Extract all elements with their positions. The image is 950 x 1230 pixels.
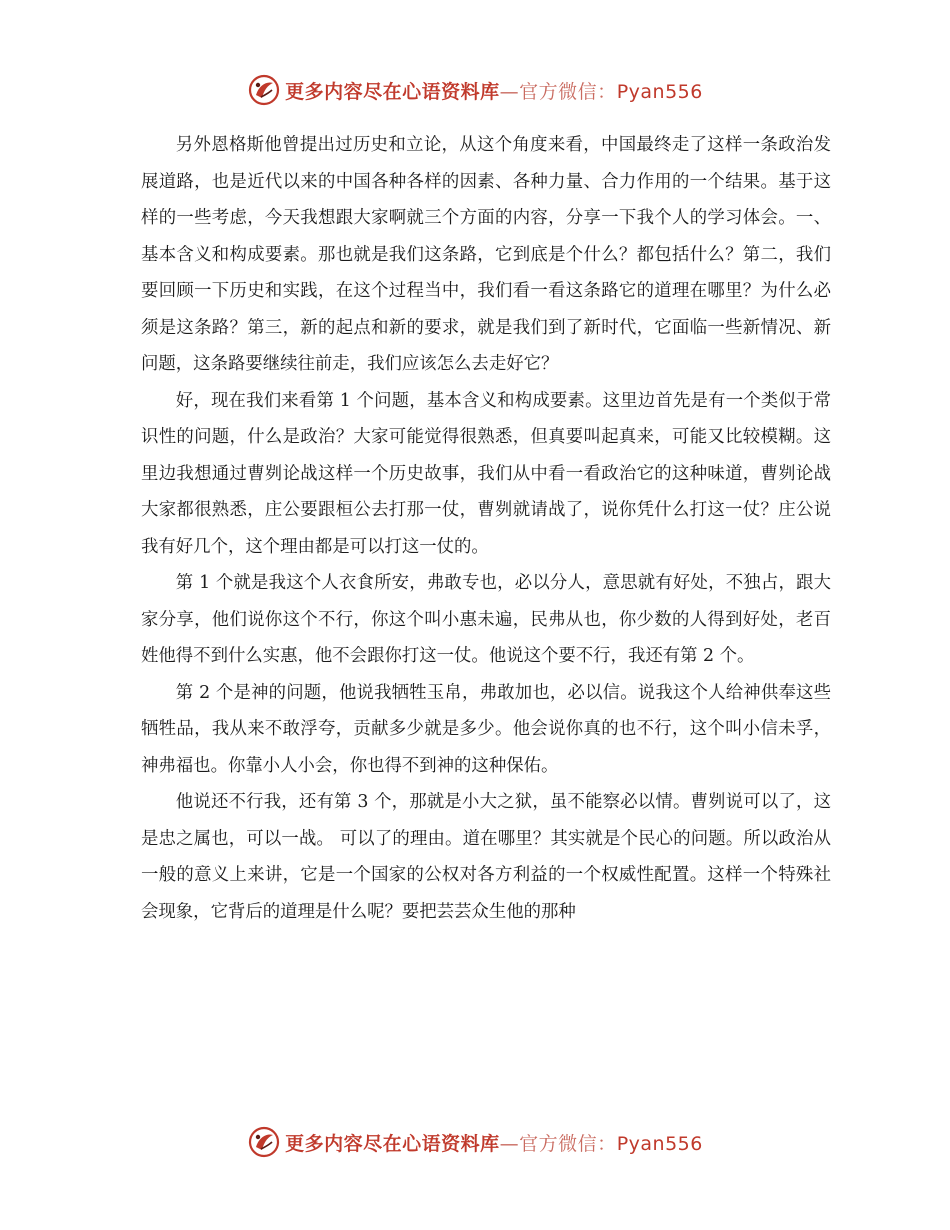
- paragraph: 另外恩格斯他曾提出过历史和立论，从这个角度来看，中国最终走了这样一条政治发展道路，也是近代以来的中国各种各样的因素、各种力量、合力作用的一个结果。基于这样的一些考虑，今天我想跟大家啊就三个方面的内容，分享一下我个人的学习体会。一、基本含义和构成要素。那也就是我们这条路，它到底是个什么？都包括什么？第二，我们要回顾一下历史和实践，在这个过程当中，我们看一看这条路它的道理在哪里？为什么必须是这条路？第三，新的起点和新的要求，就是我们到了新时代，它面临一些新情况、新问题，这条路要继续往前走，我们应该怎么去走好它？: [141, 135, 831, 374]
- watermark-text: [285, 1129, 703, 1156]
- watermark-account: Pyan556: [616, 1132, 703, 1155]
- brand-logo-icon: [247, 1125, 281, 1159]
- paragraph: 他说还不行我，还有第 3 个，那就是小大之狱，虽不能察必以情。曹刿说可以了，这是忠之属也，可以一战。 可以了的理由。道在哪里？其实就是个民心的问题。所以政治从一般的意义上来讲，它是一个国家的公权对各方利益的一个权威性配置。这样一个特殊社会现象，它背后的道理是什么呢？要把芸芸众生他的那种: [141, 792, 831, 922]
- body-text: [141, 127, 831, 930]
- paragraph: 第 2 个是神的问题，他说我牺牲玉帛，弗敢加也，必以信。说我这个人给神供奉这些牺牲品，我从来不敢浮夸，贡献多少就是多少。他会说你真的也不行，这个叫小信未孚，神弗福也。你靠小人小会，你也得不到神的这种保佑。: [141, 682, 831, 776]
- footer-watermark: [0, 1122, 950, 1162]
- paragraph: 好，现在我们来看第 1 个问题，基本含义和构成要素。这里边首先是有一个类似于常识性的问题，什么是政治？大家可能觉得很熟悉，但真要叫起真来，可能又比较模糊。这里边我想通过曹刿论战这样一个历史故事，我们从中看一看政治它的这种味道，曹刿论战大家都很熟悉，庄公要跟桓公去打那一仗，曹刿就请战了，说你凭什么打这一仗？庄公说我有好几个，这个理由都是可以打这一仗的。: [141, 390, 831, 557]
- watermark-main: 更多内容尽在心语资料库: [285, 1132, 500, 1155]
- watermark-separator: —: [499, 1132, 520, 1155]
- watermark-channel: 官方微信：: [519, 80, 617, 103]
- watermark-channel: 官方微信：: [519, 1132, 617, 1155]
- brand-logo-icon: [247, 73, 281, 107]
- header-watermark: [0, 70, 950, 110]
- watermark-main: 更多内容尽在心语资料库: [285, 80, 500, 103]
- watermark-separator: —: [499, 80, 520, 103]
- paragraph: 第 1 个就是我这个人衣食所安，弗敢专也，必以分人，意思就有好处，不独占，跟大家分享，他们说你这个不行，你这个叫小惠未遍，民弗从也，你少数的人得到好处，老百姓他得不到什么实惠，他不会跟你打这一仗。他说这个要不行，我还有第 2 个。: [141, 573, 831, 666]
- watermark-account: Pyan556: [616, 80, 703, 103]
- watermark-text: [285, 77, 703, 104]
